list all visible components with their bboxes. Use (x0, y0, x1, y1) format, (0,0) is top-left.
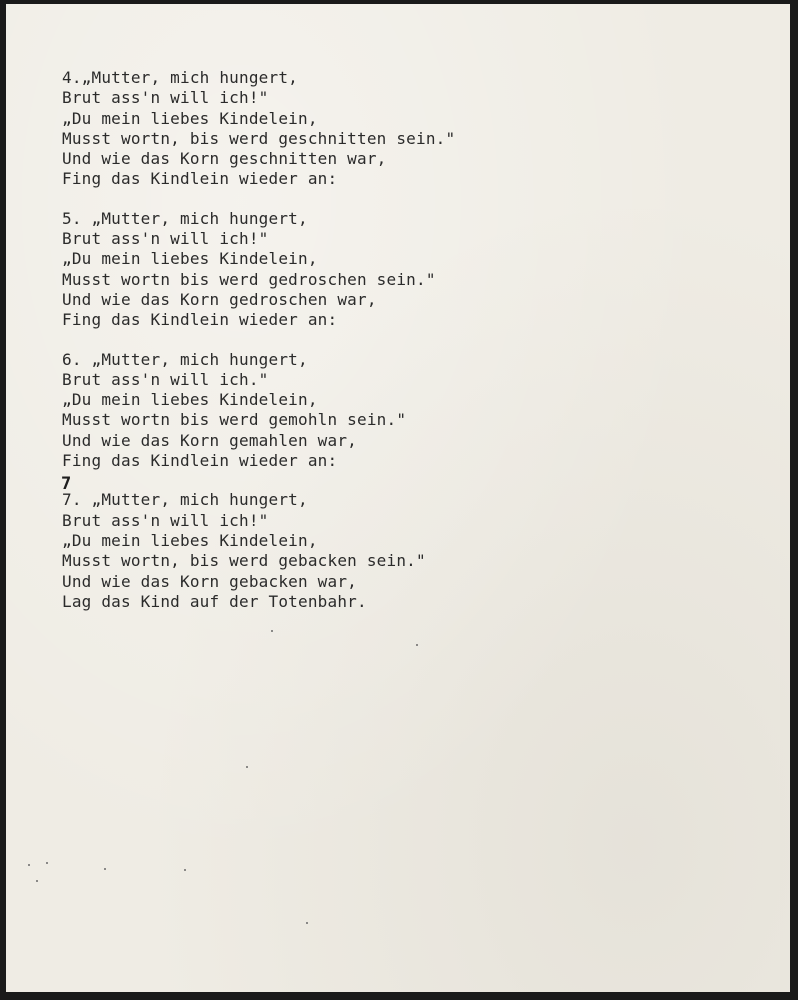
stanza-line: Fing das Kindlein wieder an: (62, 310, 338, 330)
stanza-line: Musst wortn bis werd gedroschen sein." (62, 269, 436, 289)
stanza-line: „Du mein liebes Kindelein, (62, 530, 318, 550)
stanza-line: „Du mein liebes Kindelein, (62, 390, 318, 410)
paper-speck (46, 862, 48, 864)
stanza-line: Lag das Kind auf der Totenbahr. (62, 591, 367, 611)
marginal-mark: 7 (61, 474, 72, 494)
paper-speck (416, 644, 418, 646)
stanza-line: Musst wortn, bis werd gebacken sein." (62, 551, 426, 571)
stanza-line: 4.„Mutter, mich hungert, (62, 68, 298, 87)
stanza-line: Brut ass'n will ich!" (62, 510, 269, 530)
paper-speck (184, 869, 186, 871)
stanza-line: Fing das Kindlein wieder an: (62, 451, 338, 471)
stanza-line: Brut ass'n will ich!" (62, 88, 269, 108)
stanza-line: „Du mein liebes Kindelein, (62, 108, 318, 128)
paper-speck (271, 630, 273, 632)
stanza-line: 6. „Mutter, mich hungert, (62, 349, 308, 369)
stanza-line: Und wie das Korn gebacken war, (62, 571, 357, 591)
stanza-line: Und wie das Korn gemahlen war, (62, 430, 357, 450)
paper-speck (246, 766, 248, 768)
paper-speck (28, 864, 30, 866)
stanza-5 (62, 209, 742, 331)
typed-page (6, 4, 790, 992)
paper-speck (36, 880, 38, 882)
stanza-line: „Du mein liebes Kindelein, (62, 249, 318, 269)
stanza-line: Und wie das Korn geschnitten war, (62, 149, 387, 169)
stanza-line: 5. „Mutter, mich hungert, (62, 208, 308, 228)
paper-speck (306, 922, 308, 924)
stanza-line: Musst wortn bis werd gemohln sein." (62, 410, 407, 430)
paper-speck (104, 868, 106, 870)
stanza-line: Brut ass'n will ich." (62, 369, 269, 389)
stanza-line: Musst wortn, bis werd geschnitten sein." (62, 128, 456, 148)
stanza-line: Und wie das Korn gedroschen war, (62, 289, 377, 309)
stanza-6 (62, 350, 742, 472)
poem-text (62, 68, 742, 612)
stanza-4 (62, 68, 742, 190)
stanza-line: Brut ass'n will ich!" (62, 229, 269, 249)
stanza-7 (62, 490, 742, 612)
stanza-line: Fing das Kindlein wieder an: (62, 169, 338, 189)
stanza-line: 7. „Mutter, mich hungert, (62, 490, 308, 510)
